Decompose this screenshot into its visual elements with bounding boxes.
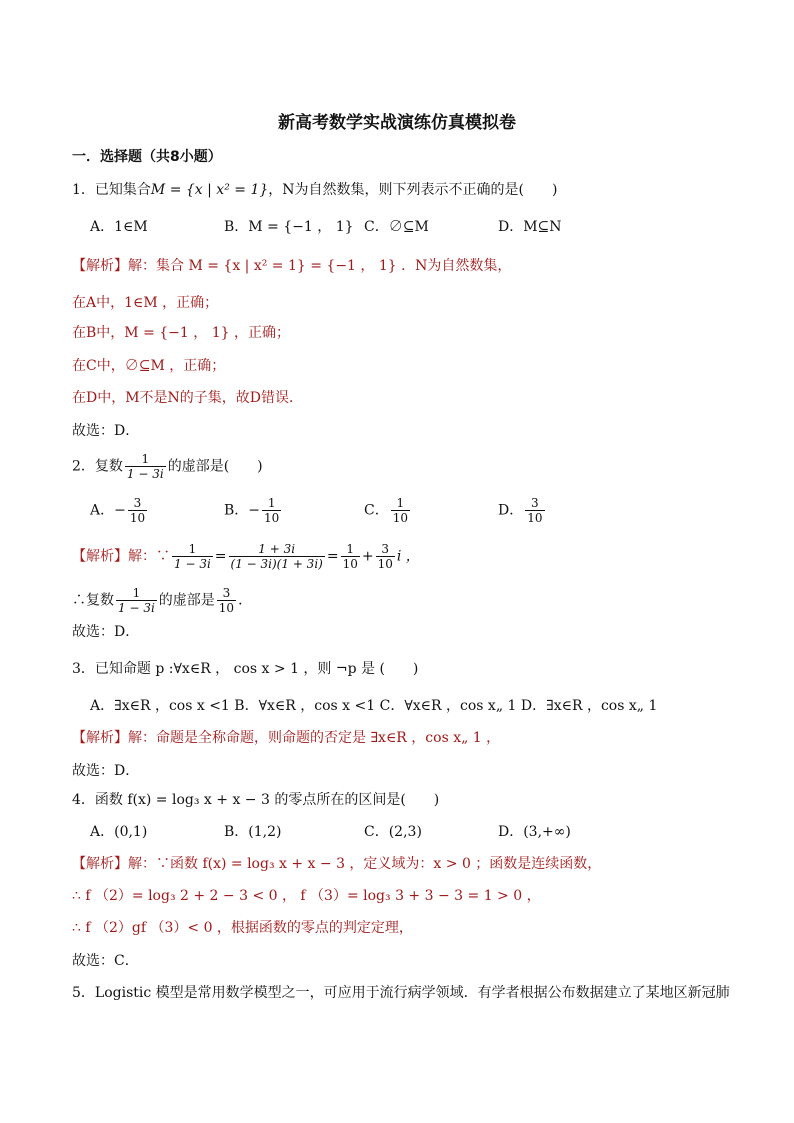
- q1-option-c: C．∅⊆M: [364, 219, 429, 235]
- q2-conclusion: ∴复数 $\frac{1}{1 - 3i}$ 的虚部是 $\frac{3}{10}$ ．: [72, 586, 253, 615]
- q1-analysis-line: 在B中，M = {−1 ， 1} ，正确；: [72, 325, 290, 341]
- q3-stem: 3．已知命题 p :∀x∈R ， cos x > 1 ，则 ¬p 是 ( ): [72, 661, 419, 677]
- fraction: $\frac{1}{10}$: [264, 496, 280, 525]
- fraction: $\frac{1}{10}$: [392, 496, 408, 525]
- q2-stem: 2．复数 $\frac{1}{1 - 3i}$ 的虚部是( ): [72, 452, 263, 481]
- q3-analysis: 【解析】解：命题是全称命题，则命题的否定是 ∃x∈R ，cos x„ 1 ，: [72, 730, 501, 746]
- fraction: $\frac{1}{1 - 3i}$: [118, 586, 155, 615]
- fraction: $\frac{3}{10}$: [129, 496, 146, 525]
- q4-analysis-line: ∴ f （2）= log₃ 2 + 2 − 3 < 0 ， f （3）= log₃ 3 + 3 − 3 = 1 > 0 ，: [72, 888, 541, 904]
- q1-option-d: D．M⊆N: [498, 219, 562, 235]
- analysis-tag: 【解析】: [72, 548, 128, 565]
- q1-analysis: 【解析】解：集合 M = {x | x² = 1} = {−1 ， 1} ．N为自然数集，: [72, 258, 512, 274]
- q2-option-a: A．− $\frac{3}{10}$: [90, 496, 146, 525]
- q4-analysis-line: ∴ f （2）gf （3）< 0 ，根据函数的零点的判定定理，: [72, 920, 413, 936]
- analysis-tag: 【解析】: [72, 258, 128, 274]
- q4-analysis: 【解析】解：∵函数 f(x) = log₃ x + x − 3 ，定义域为：x > 0 ；函数是连续函数，: [72, 856, 602, 872]
- q1-stem: 1．已知集合M = {x | x² = 1}，N为自然数集，则下列表示不正确的是( ): [72, 182, 558, 198]
- q1-option-a: A．1∈M: [90, 219, 148, 235]
- section-heading: 一．选择题（共8小题）: [72, 149, 222, 165]
- q1-analysis-line: 在D中，M不是N的子集，故D错误．: [72, 390, 304, 406]
- q1-option-b: B．M = {−1 ， 1}: [224, 219, 354, 235]
- fraction: $\frac{3}{10}$: [218, 586, 235, 615]
- analysis-tag: 【解析】: [72, 730, 128, 746]
- q2-option-d: D． $\frac{3}{10}$: [498, 496, 543, 525]
- q4-option-b: B．(1,2): [224, 824, 282, 840]
- q4-option-a: A．(0,1): [90, 824, 148, 840]
- q2-option-b: B．− $\frac{1}{10}$: [224, 496, 280, 525]
- q2-analysis: 【解析】解：∵ $\frac{1}{1 - 3i}$ = $\frac{1 + 3i}{(1 - 3i)(1 + 3i)}$ = $\frac{1}{10}$ + $\frac{3}{10}$ i ，: [72, 542, 420, 571]
- fraction: $\frac{3}{10}$: [527, 496, 543, 525]
- q1-analysis-line: 在A中，1∈M ，正确；: [72, 295, 219, 311]
- q5-stem: 5．Logistic 模型是常用数学模型之一，可应用于流行病学领域．有学者根据公布数据建立了某地区新冠肺: [72, 985, 730, 1001]
- q2-option-c: C． $\frac{1}{10}$: [364, 496, 408, 525]
- q1-analysis-line: 在C中，∅⊆M ，正确；: [72, 358, 226, 374]
- q4-stem: 4．函数 f(x) = log₃ x + x − 3 的零点所在的区间是( ): [72, 792, 440, 808]
- q2-answer: 故选：D．: [72, 624, 140, 640]
- q4-option-d: D．(3,+∞): [498, 824, 571, 840]
- q4-answer: 故选：C．: [72, 953, 139, 969]
- fraction: $\frac{1}{1 - 3i}$: [126, 452, 164, 481]
- analysis-tag: 【解析】: [72, 856, 128, 872]
- q1-answer: 故选：D．: [72, 423, 140, 439]
- q4-option-c: C．(2,3): [364, 824, 422, 840]
- q3-options: A．∃x∈R ，cos x <1 B．∀x∈R ，cos x <1 C．∀x∈R ，cos x„ 1 D．∃x∈R ，cos x„ 1: [90, 698, 658, 714]
- page-title: 新高考数学实战演练仿真模拟卷: [278, 113, 516, 133]
- q3-answer: 故选：D．: [72, 763, 140, 779]
- fraction: $\frac{1 + 3i}{(1 - 3i)(1 + 3i)}$: [230, 542, 323, 571]
- fraction: $\frac{1}{1 - 3i}$: [174, 542, 211, 571]
- fraction: $\frac{1}{10}$: [342, 542, 358, 571]
- fraction: $\frac{3}{10}$: [377, 542, 393, 571]
